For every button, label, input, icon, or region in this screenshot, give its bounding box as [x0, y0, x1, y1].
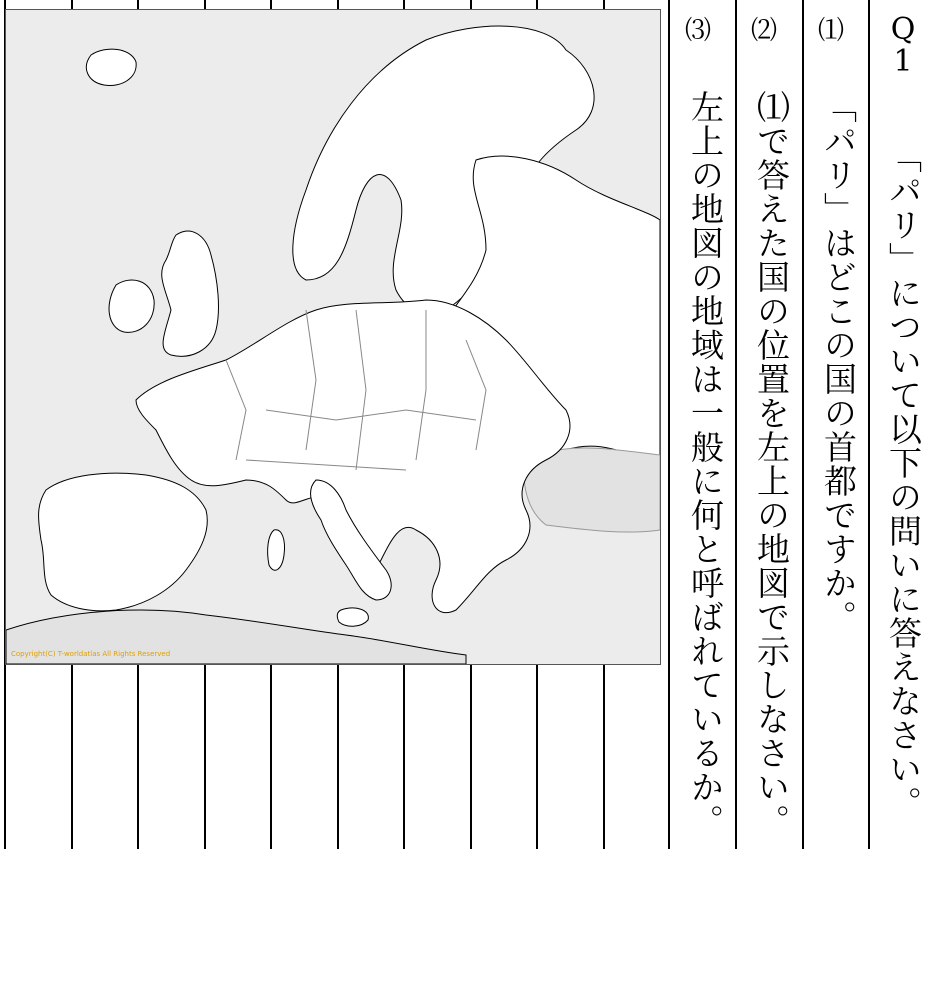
item-2-text: ⑴で答えた国の位置を左上の地図で示しなさい。 [752, 90, 791, 838]
question-number: 1 [893, 44, 913, 79]
question-letter: Q [890, 12, 916, 47]
item-1-number: ⑴ [818, 16, 845, 46]
item-1-text: 「パリ」はどこの国の首都ですか。 [819, 90, 858, 634]
grid-line [668, 0, 670, 849]
question-title: 「パリ」について以下の問いに答えなさい。 [884, 140, 923, 820]
europe-map-drawing [6, 10, 660, 664]
item-3-text: 左上の地図の地域は一般に何と呼ばれているか。 [686, 90, 725, 838]
item-3-number: ⑶ [685, 16, 712, 46]
question-heading [883, 14, 923, 78]
grid-line [735, 0, 737, 849]
grid-line [802, 0, 804, 849]
grid-line [868, 0, 870, 849]
item-2-number: ⑵ [751, 16, 778, 46]
europe-map [5, 9, 661, 665]
map-copyright: Copyright(C) T-worldatlas All Rights Reserved [11, 650, 171, 658]
